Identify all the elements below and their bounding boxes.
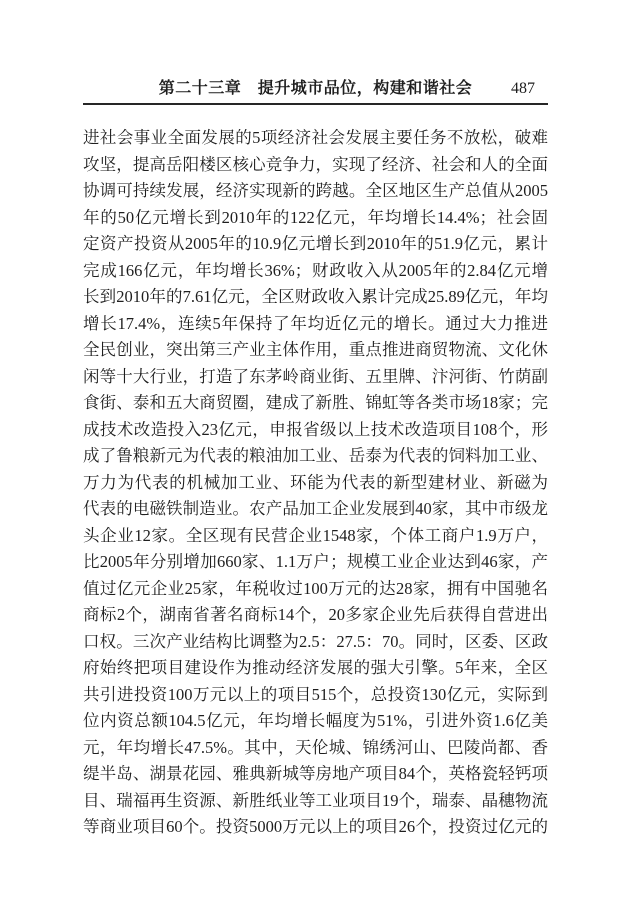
body-text-line: 口权。三次产业结构比调整为2.5：27.5：70。同时，区委、区政 [83,631,548,651]
page-number: 487 [511,80,535,97]
body-text-line: 元，年均增长47.5%。其中，天伦城、锦绣河山、巴陵尚都、香 [83,737,548,757]
body-text-line: 完成166亿元，年均增长36%；财政收入从2005年的2.84亿元增 [83,260,548,280]
body-text-line: 商标2个，湖南省著名商标14个，20多家企业先后获得自营进出 [83,605,548,624]
body-text-line: 成技术改造投入23亿元，申报省级以上技术改造项目108个，形 [83,419,548,439]
body-text-line: 长到2010年的7.61亿元，全区财政收入累计完成25.89亿元，年均 [83,287,548,306]
text-block [83,0,548,841]
body-text-line: 增长17.4%，连续5年保持了年均近亿元的增长。通过大力推进 [83,313,548,333]
body-text-line: 共引进投资100万元以上的项目515个，总投资130亿元，实际到 [83,684,548,704]
body-text-line: 目、瑞福再生资源、新胜纸业等工业项目19个，瑞泰、晶穗物流 [83,790,548,810]
body-text-line: 比2005年分别增加660家、1.1万户；规模工业企业达到46家，产 [83,552,548,571]
header-rule [83,103,548,105]
body-text-line: 成了鲁粮新元为代表的粮油加工业、岳泰为代表的饲料加工业、 [83,446,548,465]
body-text-line: 进社会事业全面发展的5项经济社会发展主要任务不放松，破难 [83,128,548,147]
body-text-line: 万力为代表的机械加工业、环能为代表的新型建材业、新磁为 [83,472,548,492]
chapter-title: 第二十三章 提升城市品位，构建和谐社会 [158,80,473,97]
body-text-line: 全民创业，突出第三产业主体作用，重点推进商贸物流、文化休 [83,340,548,359]
body-text-line: 等商业项目60个。投资5000万元以上的项目26个，投资过亿元的 [83,817,548,836]
body-text-line: 年的50亿元增长到2010年的122亿元，年均增长14.4%；社会固 [83,207,548,227]
body-text-line: 值过亿元企业25家，年税收过100万元的达28家，拥有中国驰名 [83,578,548,598]
body-text-line: 闲等十大行业，打造了东茅岭商业街、五里牌、汴河街、竹荫副 [83,366,548,386]
body-text-line: 代表的电磁铁制造业。农产品加工企业发展到40家，其中市级龙 [83,499,548,518]
body-text-line: 位内资总额104.5亿元，年均增长幅度为51%，引进外资1.6亿美 [83,711,548,730]
running-head [83,79,548,99]
body-text [83,125,548,841]
body-text-line: 定资产投资从2005年的10.9亿元增长到2010年的51.9亿元，累计 [83,234,548,253]
body-text-line: 缇半岛、湖景花园、雅典新城等房地产项目84个，英格瓷轻钙项 [83,764,548,783]
body-text-line: 府始终把项目建设作为推动经济发展的强大引擎。5年来，全区 [83,658,548,677]
body-text-line: 攻坚，提高岳阳楼区核心竞争力，实现了经济、社会和人的全面 [83,154,548,174]
body-text-line: 头企业12家。全区现有民营企业1548家，个体工商户1.9万户， [83,525,548,545]
body-text-line: 食街、泰和五大商贸圈，建成了新胜、锦虹等各类市场18家；完 [83,393,548,412]
body-text-line: 协调可持续发展，经济实现新的跨越。全区地区生产总值从2005 [83,181,548,200]
